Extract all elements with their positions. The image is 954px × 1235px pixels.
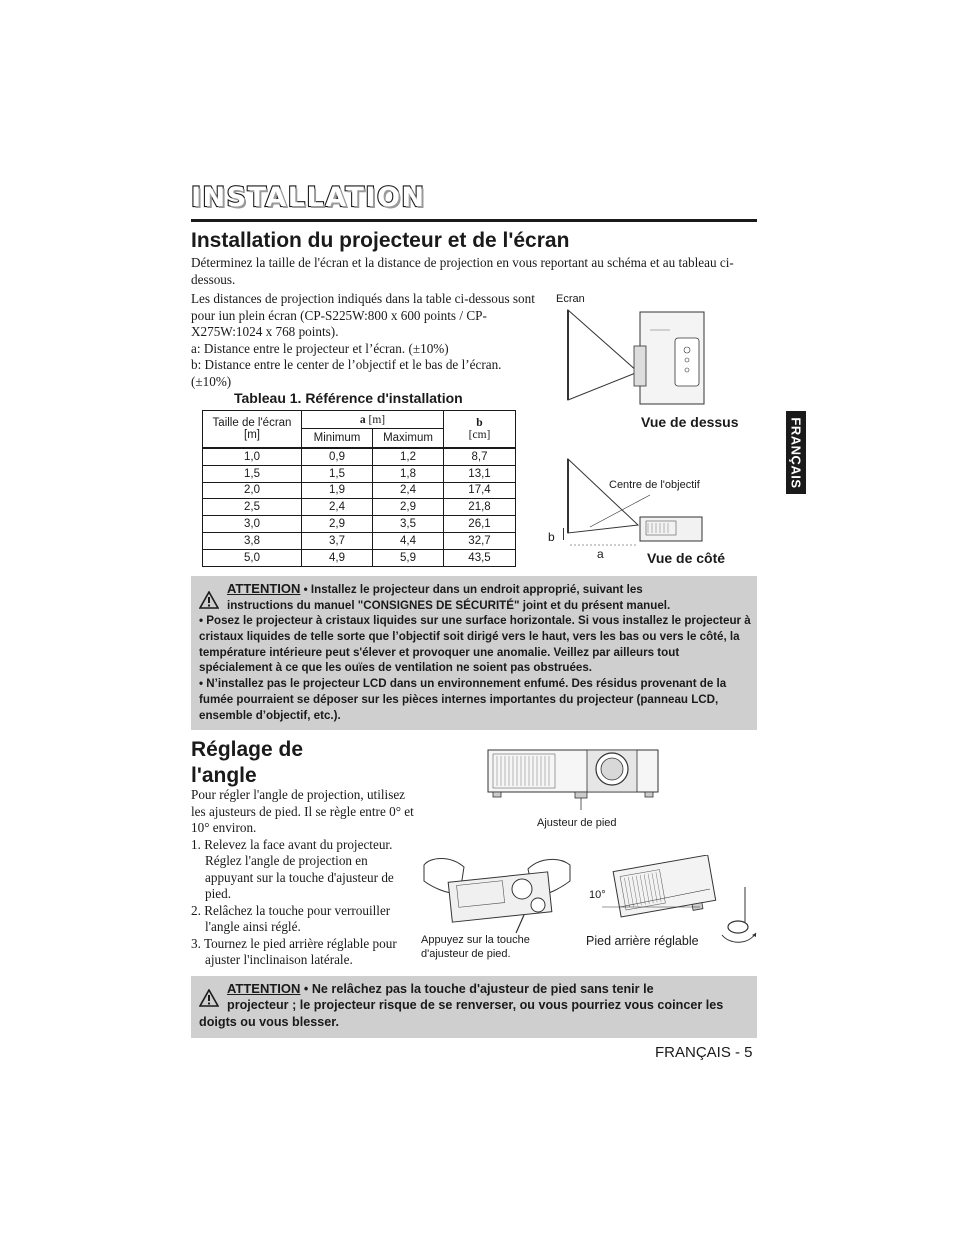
- header-a-letter: a: [359, 413, 366, 426]
- cell-a-max: 5,9: [373, 549, 444, 566]
- header-screen-unit: [m]: [244, 429, 260, 441]
- hands-press-illustration: [420, 855, 575, 935]
- header-b: [444, 411, 516, 449]
- projector-front-illustration: [485, 745, 665, 810]
- cell-screen: 1,0: [203, 448, 302, 465]
- table-row: [203, 532, 516, 549]
- cell-a-min: 0,9: [302, 448, 373, 465]
- page-number: FRANÇAIS - 5: [655, 1044, 753, 1061]
- press-button-line2: d'ajusteur de pied.: [421, 948, 511, 960]
- cell-screen: 2,0: [203, 482, 302, 499]
- angle-instructions: [191, 787, 416, 969]
- angle-heading-line2: l'angle: [191, 764, 257, 787]
- language-tab: [786, 411, 806, 494]
- cell-a-max: 1,8: [373, 465, 444, 482]
- angle-10-label: 10°: [589, 889, 606, 901]
- top-view-diagram: [560, 300, 760, 415]
- top-view-caption: Vue de dessus: [641, 414, 739, 430]
- cell-b: 26,1: [444, 516, 516, 533]
- note-distance-a: a: Distance entre le projecteur et l’écran. (±10%): [191, 340, 449, 356]
- cell-a-max: 3,5: [373, 516, 444, 533]
- b-label: b: [548, 530, 555, 544]
- foot-adjuster-label: Ajusteur de pied: [537, 817, 617, 829]
- table-row: [203, 448, 516, 465]
- a-label: a: [597, 547, 604, 561]
- attention-box-angle: [191, 976, 757, 1038]
- cell-b: 13,1: [444, 465, 516, 482]
- cell-a-min: 2,9: [302, 516, 373, 533]
- screen-label: Ecran: [556, 293, 585, 305]
- step-1: 1. Relevez la face avant du projecteur. Réglez l'angle de projection en appuyant sur la touche d'ajusteur de pied.: [191, 836, 394, 901]
- side-view-caption: Vue de côté: [647, 550, 726, 566]
- header-minimum: Minimum: [302, 429, 373, 448]
- press-button-line1: Appuyez sur la touche: [421, 934, 530, 946]
- attention1-line1: • Installez le projecteur dans un endroit approprié, suivant les: [300, 583, 643, 596]
- page-title: INSTALLATION: [191, 182, 426, 213]
- note-distance-b: b: Distance entre le center de l’objectif et le bas de l’écran. (±10%): [191, 357, 502, 389]
- table-row: [203, 549, 516, 566]
- step-3: 3. Tournez le pied arrière réglable pour ajuster l'inclinaison latérale.: [191, 935, 397, 967]
- rear-foot-label: Pied arrière réglable: [586, 934, 699, 948]
- intro-paragraph: Déterminez la taille de l'écran et la distance de projection en vous reportant au schéma et au tableau ci-dessous.: [191, 255, 734, 287]
- cell-b: 21,8: [444, 499, 516, 516]
- cell-b: 8,7: [444, 448, 516, 465]
- table-caption: Tableau 1. Référence d'installation: [234, 390, 463, 406]
- header-b-letter: b: [476, 417, 483, 429]
- attention2-label: ATTENTION: [227, 981, 301, 996]
- cell-screen: 3,8: [203, 532, 302, 549]
- note-resolution: Les distances de projection indiqués dans la table ci-dessous sont pour iun plein écran (CP-S225W:800 x 600 points / CP-X275W:1024 x 768 points).: [191, 291, 535, 339]
- cell-screen: 1,5: [203, 465, 302, 482]
- b-indicator: [563, 528, 564, 540]
- cell-a-min: 1,9: [302, 482, 373, 499]
- section-heading-installation: Installation du projecteur et de l'écran: [191, 229, 570, 252]
- cell-b: 43,5: [444, 549, 516, 566]
- header-b-unit: [cm]: [468, 429, 491, 441]
- table-row: [203, 499, 516, 516]
- table-row: [203, 465, 516, 482]
- installation-table: [202, 410, 516, 567]
- attention1-line2: instructions du manuel "CONSIGNES DE SÉCURITÉ" joint et du présent manuel.: [227, 598, 671, 612]
- cell-a-min: 1,5: [302, 465, 373, 482]
- cell-screen: 2,5: [203, 499, 302, 516]
- table-row: [203, 516, 516, 533]
- cell-screen: 3,0: [203, 516, 302, 533]
- warning-icon: [199, 591, 219, 609]
- cell-a-max: 1,2: [373, 448, 444, 465]
- header-a-unit: [m]: [365, 413, 386, 426]
- cell-a-max: 2,4: [373, 482, 444, 499]
- attention1-label: ATTENTION: [227, 581, 301, 596]
- header-screen-label: Taille de l'écran: [212, 417, 292, 429]
- distance-notes: [191, 291, 536, 390]
- lens-center-label: Centre de l'objectif: [609, 479, 700, 491]
- attention1-bullet-surface: • Posez le projecteur à cristaux liquides sur une surface horizontale. Si vous installez le projecteur à cristaux liquides de telle sorte que l’objectif soit dirigé vers le haut, vers les bas ou vers le côté, la température intérieure peut s'élever et provoquer une anomalie. Veillez par ailleurs tout spécialement à ce que les ouïes de ventilation ne soient pas obstruées.: [199, 614, 751, 675]
- cell-a-min: 3,7: [302, 532, 373, 549]
- cell-a-max: 2,9: [373, 499, 444, 516]
- cell-a-min: 2,4: [302, 499, 373, 516]
- side-view-diagram: [560, 455, 720, 555]
- attention2-line1: • Ne relâchez pas la touche d'ajusteur de pied sans tenir le: [300, 982, 654, 996]
- attention-box-installation: [191, 576, 757, 730]
- attention1-heading: [227, 581, 747, 614]
- cell-screen: 5,0: [203, 549, 302, 566]
- rear-foot-illustration: [590, 855, 760, 945]
- language-tab-label: FRANÇAIS: [788, 416, 804, 489]
- header-maximum: Maximum: [373, 429, 444, 448]
- cell-a-min: 4,9: [302, 549, 373, 566]
- press-button-label: [421, 933, 530, 961]
- cell-a-max: 4,4: [373, 532, 444, 549]
- header-a: [302, 411, 444, 429]
- section-heading-angle: [191, 737, 361, 789]
- header-screen-size: [203, 411, 302, 449]
- angle-intro: Pour régler l'angle de projection, utilisez les ajusteurs de pied. Il se règle entre 0° et 10° environ.: [191, 787, 414, 835]
- title-rule: [191, 219, 757, 222]
- cell-b: 32,7: [444, 532, 516, 549]
- step-2: 2. Relâchez la touche pour verrouiller l'angle ainsi réglé.: [191, 902, 391, 934]
- attention2-heading: [227, 981, 747, 998]
- table-row: [203, 482, 516, 499]
- angle-heading-line1: Réglage de: [191, 738, 304, 761]
- attention1-bullet-smoke: • N’installez pas le projecteur LCD dans un environnement enfumé. Des résidus provenant de la fumée pourraient se déposer sur les pièces internes importantes du projecteur (panneau LCD, ensemble d’objectif, etc.).: [199, 677, 727, 722]
- cell-b: 17,4: [444, 482, 516, 499]
- attention2-body: projecteur ; le projecteur risque de se renverser, ou vous pourriez vous coincer les doigts ou vous blesser.: [199, 998, 724, 1029]
